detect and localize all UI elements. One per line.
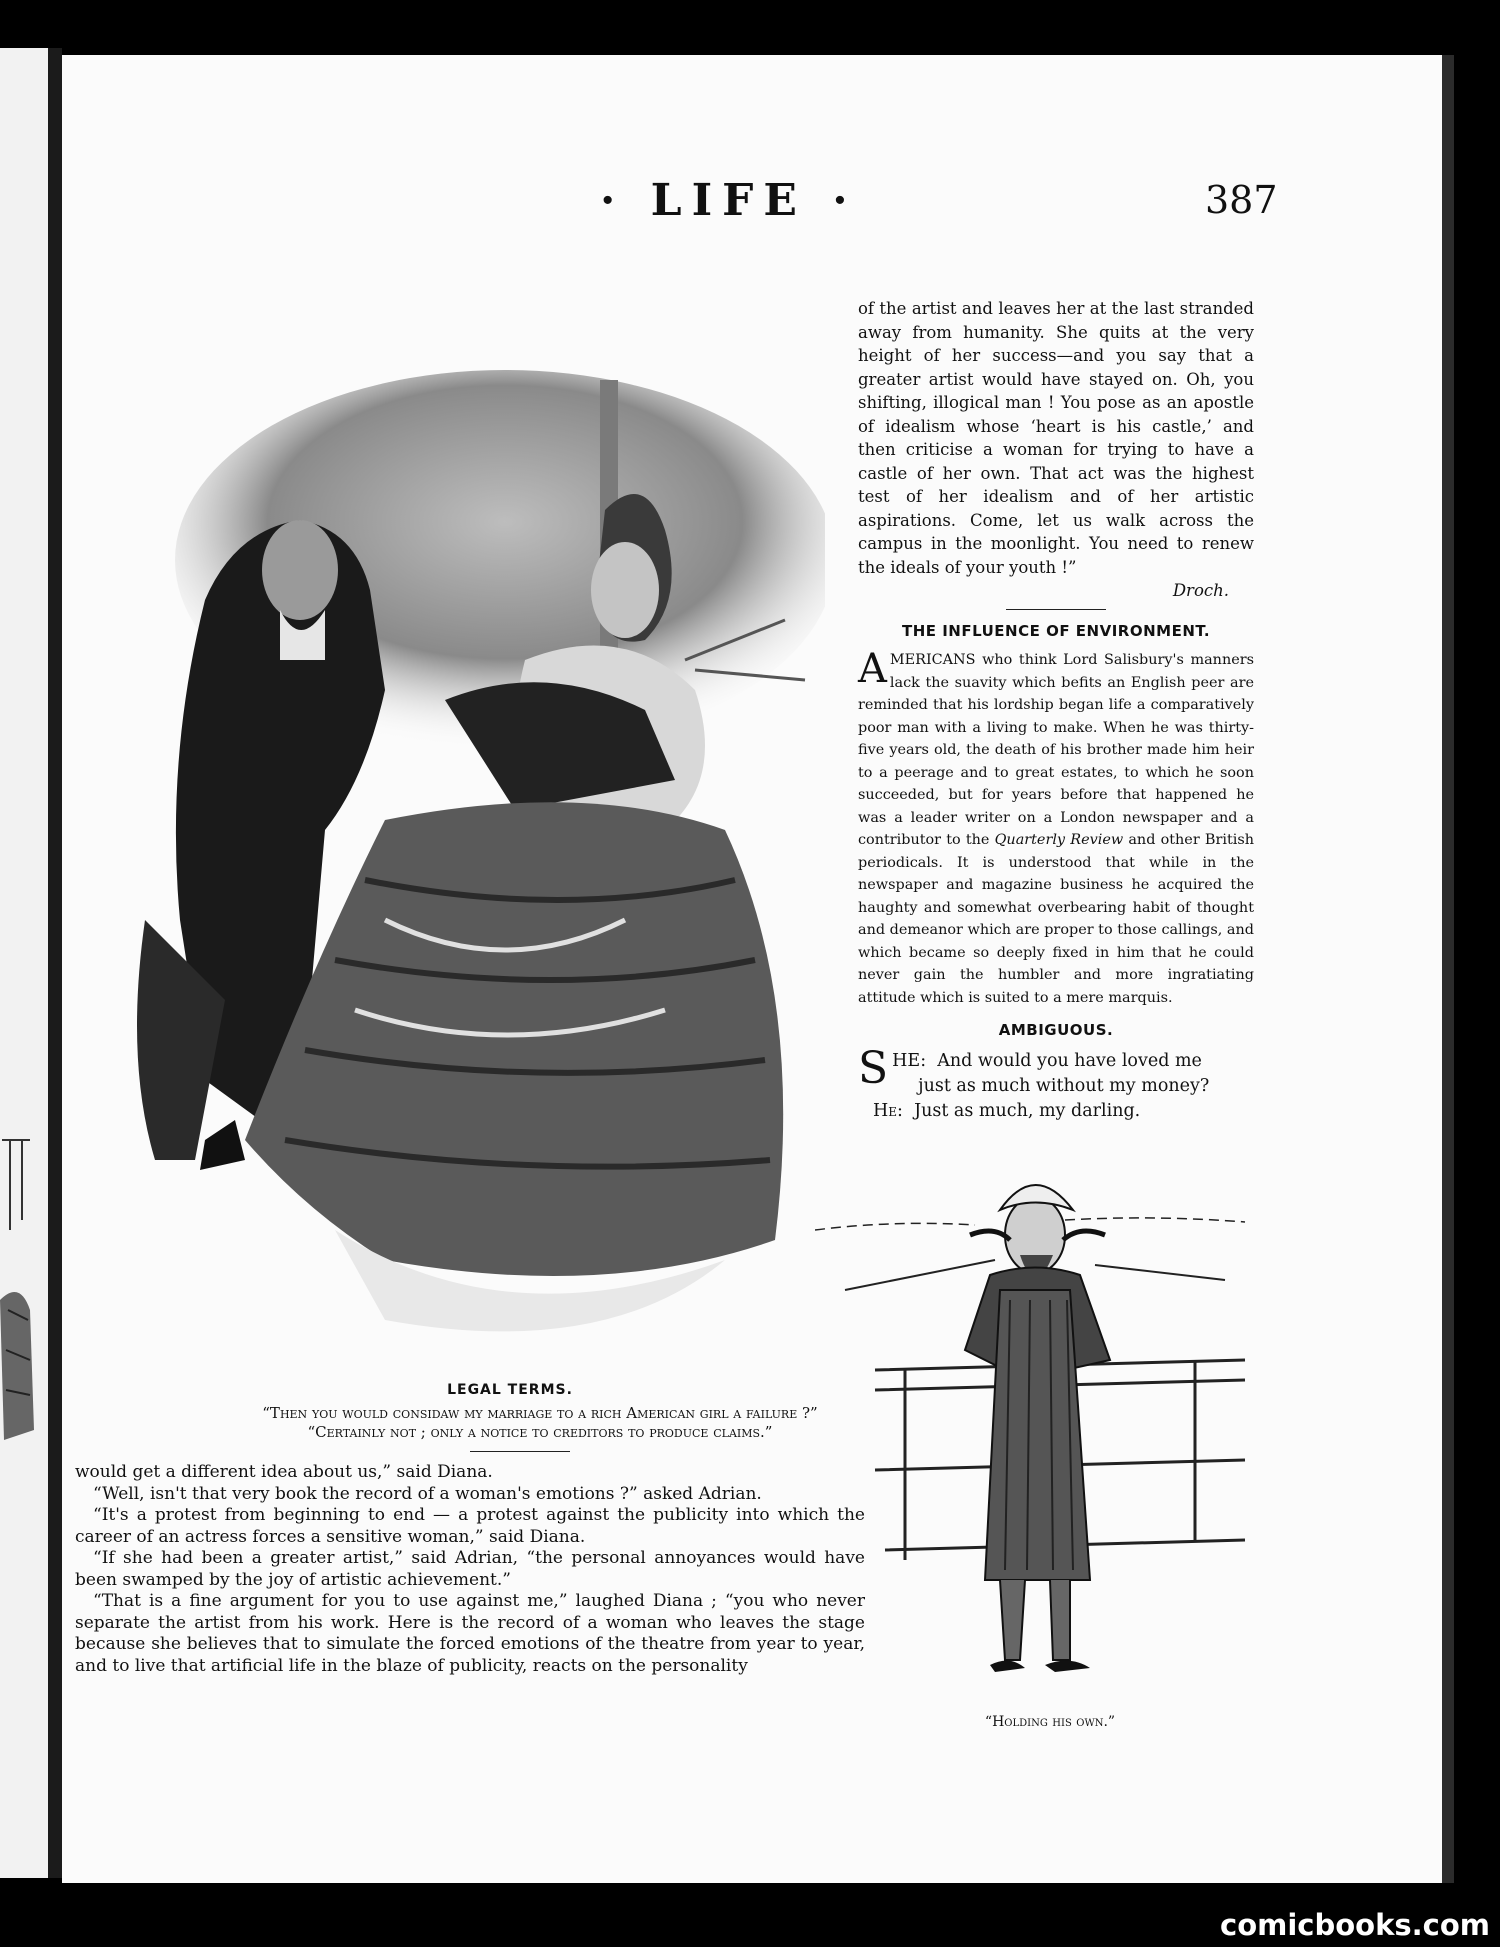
masthead-title: · LIFE · xyxy=(600,175,858,226)
page-right-border xyxy=(1442,55,1454,1883)
section-rule xyxy=(1006,609,1106,610)
ambiguous-dialogue xyxy=(858,1042,1254,1124)
ambiguous-heading: AMBIGUOUS. xyxy=(998,1021,1114,1039)
right-column xyxy=(858,297,1254,1124)
story-text xyxy=(75,1462,865,1677)
story-continuation: of the artist and leaves her at the last stranded away from humanity. She quits at the very height of her success—and you say that a greater artist would have stayed on. Oh, you shifting, illogical man ! You pose as an apostle of idealism whose ‘heart is his castle,’ and then criticise a woman for trying to have a castle of her own. That act was the highest test of her idealism and of her artistic aspirations. Come, let us walk across the campus in the moonlight. You need to renew the ideals of your youth !” xyxy=(858,299,1254,577)
site-watermark: comicbooks.com xyxy=(1220,1908,1490,1942)
drop-cap: S xyxy=(858,1042,889,1094)
story-paragraph: “Well, isn't that very book the record of a woman's emotions ?” asked Adrian. xyxy=(93,1483,762,1504)
environment-article xyxy=(858,646,1254,1009)
author-signature: Droch. xyxy=(1172,581,1229,600)
article-text: and other British periodicals. It is understood that while in the newspaper and magazine business he acquired the haughty and somewhat overbearing habit of thought and demeanor which are proper to those callings, and which became so deeply fixed in him that he could never gain the humbler and more ingratiating attitude which is suited to a mere marquis. xyxy=(858,832,1254,1006)
ship-deck-illustration xyxy=(815,1140,1255,1705)
story-paragraph: “That is a fine argument for you to use against me,” laughed Diana ; “you who never separate the artist from his work. Here is the record of a woman who leaves the stage because she believes that to simulate the forced emotions of the theatre from year to year, and to live that artificial life in the blaze of publicity, reacts on the personality xyxy=(75,1591,865,1676)
lead-word: MERICANS xyxy=(889,652,976,668)
drop-cap: A xyxy=(858,646,887,692)
dialogue-line: And would you have loved me xyxy=(937,1050,1202,1071)
couple-illustration xyxy=(85,360,825,1360)
story-paragraph: “It's a protest from beginning to end — a protest against the publicity into which the career of an actress forces a sensitive woman,” said Diana. xyxy=(75,1505,865,1547)
page-number: 387 xyxy=(1205,178,1278,222)
article-text: who think Lord Salisbury's manners lack the suavity which befits an English peer are reminded that his lordship began life a comparatively poor man with a living to make. When he was thirty-five years old, the death of his brother made him heir to a peerage and to great estates, to which he soon succeeded, but for years before that happened he was a leader writer on a London newspaper and a contributor to the xyxy=(858,652,1254,848)
publication-title: Quarterly Review xyxy=(994,832,1124,848)
story-paragraph: would get a different idea about us,” said Diana. xyxy=(75,1462,493,1482)
speaker-label: HE: xyxy=(892,1050,927,1071)
left-page-illustration-fragment xyxy=(0,1130,44,1450)
environment-heading: THE INFLUENCE OF ENVIRONMENT. xyxy=(901,621,1211,640)
dialogue-line: Just as much, my darling. xyxy=(914,1100,1141,1121)
speaker-label: He: xyxy=(873,1100,903,1121)
illustration-caption-line: “Certainly not ; only a notice to creditors to produce claims.” xyxy=(307,1423,773,1441)
sub-illustration-caption: “Holding his own.” xyxy=(984,1714,1116,1730)
page-gutter xyxy=(48,48,62,1878)
dialogue-line: just as much without my money? xyxy=(918,1075,1210,1096)
story-paragraph: “If she had been a greater artist,” said Adrian, “the personal annoyances would have been swamped by the joy of artistic achievement.” xyxy=(75,1548,865,1590)
caption-rule xyxy=(470,1451,570,1452)
illustration-caption-line: “Then you would considaw my marriage to a rich American girl a failure ?” xyxy=(262,1404,818,1422)
illustration-caption-title: LEGAL TERMS. xyxy=(447,1382,573,1398)
